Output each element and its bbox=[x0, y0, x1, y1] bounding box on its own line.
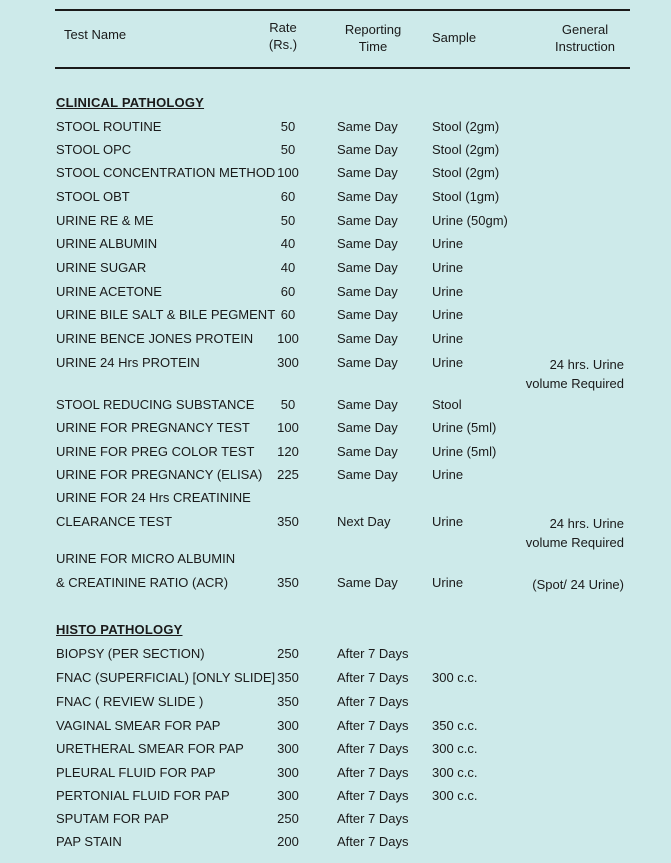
reporting-time-cell: Same Day bbox=[337, 165, 398, 180]
test-name-cell: VAGINAL SMEAR FOR PAP bbox=[56, 718, 221, 733]
sample-cell: Urine bbox=[432, 514, 464, 529]
instruction-line: volume Required bbox=[525, 376, 624, 391]
sample-cell: Urine bbox=[432, 260, 464, 275]
sample-cell: Urine (50gm) bbox=[432, 213, 508, 228]
table-row bbox=[0, 788, 671, 808]
table-row bbox=[0, 355, 671, 391]
rate-cell: 250 bbox=[277, 811, 299, 826]
rate-cell: 350 bbox=[277, 514, 299, 529]
test-name-cell: PAP STAIN bbox=[56, 834, 122, 849]
reporting-time-cell: Same Day bbox=[337, 397, 398, 412]
sample-cell: Urine bbox=[432, 355, 464, 370]
table-row bbox=[0, 119, 671, 139]
reporting-time-cell: After 7 Days bbox=[337, 811, 409, 826]
table-row bbox=[0, 514, 671, 550]
table-row bbox=[0, 397, 671, 417]
general-instruction-cell bbox=[532, 575, 624, 594]
table-row bbox=[0, 670, 671, 690]
rate-cell: 50 bbox=[280, 119, 296, 134]
table-row bbox=[0, 551, 671, 571]
reporting-time-cell: Same Day bbox=[337, 467, 398, 482]
rate-cell: 300 bbox=[277, 741, 299, 756]
section-title: HISTO PATHOLOGY bbox=[56, 622, 183, 637]
test-name-cell: SPUTAM FOR PAP bbox=[56, 811, 169, 826]
table-row bbox=[0, 236, 671, 256]
reporting-time-cell: After 7 Days bbox=[337, 718, 409, 733]
table-row bbox=[0, 811, 671, 831]
test-name-cell: URINE ACETONE bbox=[56, 284, 162, 299]
reporting-time-cell: Same Day bbox=[337, 189, 398, 204]
rate-cell: 100 bbox=[277, 165, 299, 180]
sample-cell: Urine (5ml) bbox=[432, 444, 497, 459]
test-name-cell: FNAC ( REVIEW SLIDE ) bbox=[56, 694, 204, 709]
sample-cell: Urine bbox=[432, 236, 464, 251]
header-instr-line1: General bbox=[561, 22, 609, 37]
table-row bbox=[0, 834, 671, 854]
rate-cell: 120 bbox=[277, 444, 299, 459]
sample-cell: Urine bbox=[432, 575, 464, 590]
table-row bbox=[0, 718, 671, 738]
table-row bbox=[0, 142, 671, 162]
header-rate-line1: Rate bbox=[269, 20, 297, 35]
test-name-cell: CLEARANCE TEST bbox=[56, 514, 173, 529]
table-row bbox=[0, 307, 671, 327]
rate-cell: 350 bbox=[277, 575, 299, 590]
sample-cell: Stool (1gm) bbox=[432, 189, 500, 204]
rate-cell: 100 bbox=[277, 420, 299, 435]
rate-cell: 350 bbox=[277, 694, 299, 709]
sample-cell: Urine bbox=[432, 307, 464, 322]
rate-cell: 60 bbox=[280, 284, 296, 299]
general-instruction-cell bbox=[526, 514, 624, 552]
reporting-time-cell: Same Day bbox=[337, 213, 398, 228]
header-test-name: Test Name bbox=[64, 27, 127, 42]
rate-cell: 40 bbox=[280, 260, 296, 275]
sample-cell: Stool bbox=[432, 397, 462, 412]
test-name-cell: STOOL OPC bbox=[56, 142, 132, 157]
reporting-time-cell: After 7 Days bbox=[337, 834, 409, 849]
rate-cell: 250 bbox=[277, 646, 299, 661]
test-name-cell: URINE BILE SALT & BILE PEGMENT bbox=[56, 307, 276, 322]
table-row bbox=[0, 694, 671, 714]
sample-cell: 300 c.c. bbox=[432, 765, 478, 780]
table-row bbox=[0, 189, 671, 209]
header-sample: Sample bbox=[432, 30, 477, 45]
header-general-instruction bbox=[545, 21, 625, 55]
test-name-cell: STOOL REDUCING SUBSTANCE bbox=[56, 397, 255, 412]
instruction-line: 24 hrs. Urine bbox=[549, 516, 624, 531]
rate-cell: 300 bbox=[277, 788, 299, 803]
test-name-cell: URINE FOR PREGNANCY (ELISA) bbox=[56, 467, 263, 482]
reporting-time-cell: After 7 Days bbox=[337, 646, 409, 661]
rate-cell: 50 bbox=[280, 213, 296, 228]
test-name-cell: STOOL OBT bbox=[56, 189, 130, 204]
sample-cell: Stool (2gm) bbox=[432, 119, 500, 134]
reporting-time-cell: Same Day bbox=[337, 420, 398, 435]
table-row bbox=[0, 284, 671, 304]
sample-cell: Urine bbox=[432, 331, 464, 346]
header-time-line2: Time bbox=[358, 39, 388, 54]
instruction-line: volume Required bbox=[525, 535, 624, 550]
test-name-cell: URINE SUGAR bbox=[56, 260, 147, 275]
test-name-cell: URINE BENCE JONES PROTEIN bbox=[56, 331, 254, 346]
reporting-time-cell: Next Day bbox=[337, 514, 391, 529]
rate-cell: 350 bbox=[277, 670, 299, 685]
reporting-time-cell: After 7 Days bbox=[337, 670, 409, 685]
test-name-cell: URINE FOR MICRO ALBUMIN bbox=[56, 551, 236, 566]
header-rate bbox=[258, 19, 308, 53]
reporting-time-cell: Same Day bbox=[337, 355, 398, 370]
test-name-cell: PERTONIAL FLUID FOR PAP bbox=[56, 788, 230, 803]
rate-cell: 60 bbox=[280, 189, 296, 204]
test-name-cell: URINE 24 Hrs PROTEIN bbox=[56, 355, 200, 370]
test-name-cell: URINE RE & ME bbox=[56, 213, 154, 228]
rate-cell: 200 bbox=[277, 834, 299, 849]
reporting-time-cell: Same Day bbox=[337, 260, 398, 275]
sample-cell: Stool (2gm) bbox=[432, 142, 500, 157]
rate-cell: 60 bbox=[280, 307, 296, 322]
sample-cell: Urine bbox=[432, 284, 464, 299]
test-name-cell: PLEURAL FLUID FOR PAP bbox=[56, 765, 216, 780]
instruction-line: 24 hrs. Urine bbox=[549, 357, 624, 372]
header-instr-line2: Instruction bbox=[555, 39, 615, 54]
sample-cell: 300 c.c. bbox=[432, 788, 478, 803]
test-name-cell: URINE FOR PREG COLOR TEST bbox=[56, 444, 255, 459]
table-row bbox=[0, 467, 671, 487]
sample-cell: 300 c.c. bbox=[432, 741, 478, 756]
reporting-time-cell: Same Day bbox=[337, 444, 398, 459]
rate-cell: 300 bbox=[277, 765, 299, 780]
test-name-cell: STOOL ROUTINE bbox=[56, 119, 162, 134]
header-time-line1: Reporting bbox=[344, 22, 402, 37]
header-bottom-rule bbox=[55, 67, 630, 69]
rate-cell: 50 bbox=[280, 142, 296, 157]
general-instruction-cell bbox=[526, 355, 624, 393]
test-name-cell: BIOPSY (PER SECTION) bbox=[56, 646, 205, 661]
table-row bbox=[0, 575, 671, 595]
test-name-cell: URINE ALBUMIN bbox=[56, 236, 158, 251]
sample-cell: Urine bbox=[432, 467, 464, 482]
rate-cell: 300 bbox=[277, 718, 299, 733]
test-name-cell: URINE FOR 24 Hrs CREATININE bbox=[56, 490, 251, 505]
reporting-time-cell: After 7 Days bbox=[337, 765, 409, 780]
rate-cell: 300 bbox=[277, 355, 299, 370]
reporting-time-cell: Same Day bbox=[337, 284, 398, 299]
test-name-cell: URETHERAL SMEAR FOR PAP bbox=[56, 741, 244, 756]
table-row bbox=[0, 165, 671, 185]
table-row bbox=[0, 741, 671, 761]
table-row bbox=[0, 260, 671, 280]
top-rule bbox=[55, 9, 630, 11]
table-row bbox=[0, 490, 671, 510]
test-name-cell: URINE FOR PREGNANCY TEST bbox=[56, 420, 250, 435]
table-row bbox=[0, 213, 671, 233]
reporting-time-cell: Same Day bbox=[337, 236, 398, 251]
test-name-cell: STOOL CONCENTRATION METHOD bbox=[56, 165, 276, 180]
reporting-time-cell: Same Day bbox=[337, 142, 398, 157]
rate-cell: 50 bbox=[280, 397, 296, 412]
rate-cell: 40 bbox=[280, 236, 296, 251]
reporting-time-cell: Same Day bbox=[337, 331, 398, 346]
table-row bbox=[0, 420, 671, 440]
instruction-line: (Spot/ 24 Urine) bbox=[532, 577, 624, 592]
rate-cell: 100 bbox=[277, 331, 299, 346]
reporting-time-cell: Same Day bbox=[337, 307, 398, 322]
table-row bbox=[0, 331, 671, 351]
table-row bbox=[0, 765, 671, 785]
test-name-cell: FNAC (SUPERFICIAL) [ONLY SLIDE] bbox=[56, 670, 276, 685]
table-row bbox=[0, 444, 671, 464]
sample-cell: Urine (5ml) bbox=[432, 420, 497, 435]
reporting-time-cell: Same Day bbox=[337, 119, 398, 134]
rate-cell: 225 bbox=[277, 467, 299, 482]
header-reporting-time bbox=[332, 21, 414, 55]
reporting-time-cell: After 7 Days bbox=[337, 788, 409, 803]
reporting-time-cell: Same Day bbox=[337, 575, 398, 590]
reporting-time-cell: After 7 Days bbox=[337, 694, 409, 709]
reporting-time-cell: After 7 Days bbox=[337, 741, 409, 756]
sample-cell: 350 c.c. bbox=[432, 718, 478, 733]
test-name-cell: & CREATININE RATIO (ACR) bbox=[56, 575, 229, 590]
section-title: CLINICAL PATHOLOGY bbox=[56, 95, 205, 110]
sample-cell: Stool (2gm) bbox=[432, 165, 500, 180]
header-rate-line2: (Rs.) bbox=[268, 37, 298, 52]
table-row bbox=[0, 646, 671, 666]
sample-cell: 300 c.c. bbox=[432, 670, 478, 685]
